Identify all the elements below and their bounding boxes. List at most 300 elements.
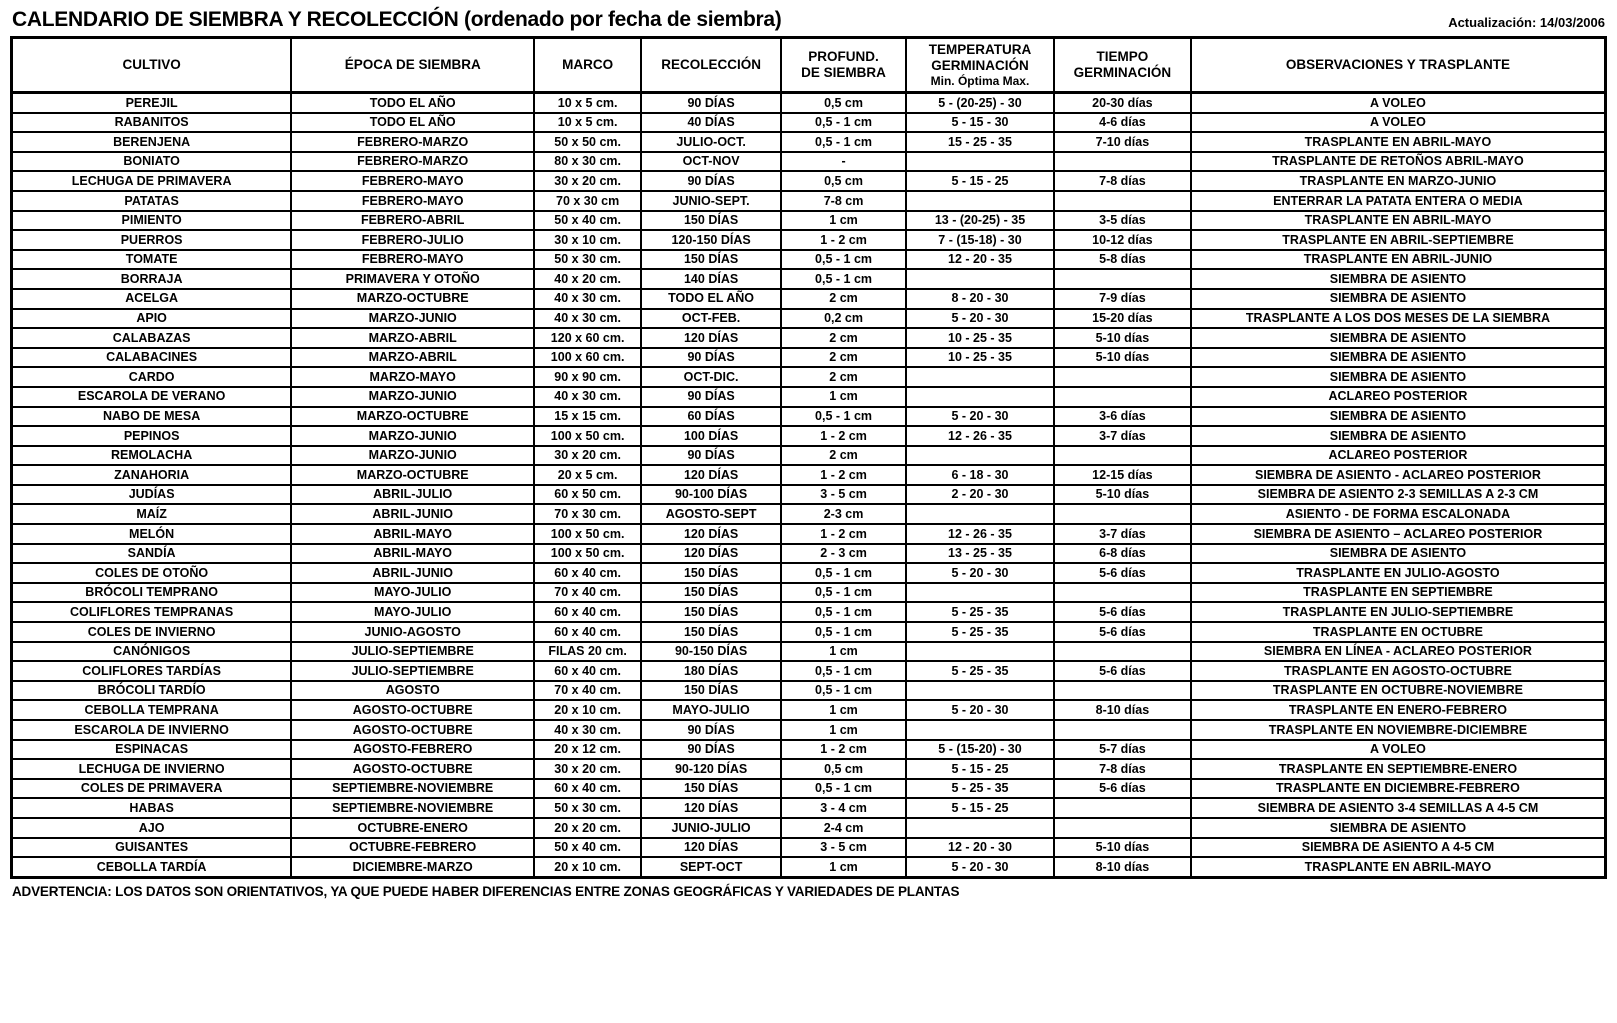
- cell-epoca-siembra: MARZO-JUNIO: [291, 426, 534, 446]
- title-row: [10, 6, 1607, 36]
- cell-epoca-siembra: MARZO-JUNIO: [291, 446, 534, 466]
- table-row: [12, 289, 1606, 309]
- cell-marco: 10 x 5 cm.: [534, 93, 641, 113]
- cell-temperatura-germinacion: [906, 367, 1054, 387]
- cell-temperatura-germinacion: [906, 720, 1054, 740]
- cell-marco: 40 x 30 cm.: [534, 309, 641, 329]
- cell-temperatura-germinacion: 5 - 15 - 30: [906, 113, 1054, 133]
- table-row: [12, 93, 1606, 113]
- cell-marco: 40 x 30 cm.: [534, 720, 641, 740]
- cell-marco: 60 x 40 cm.: [534, 563, 641, 583]
- cell-profundidad-siembra: 1 - 2 cm: [781, 740, 906, 760]
- cell-tiempo-germinacion: 5-10 días: [1054, 348, 1191, 368]
- table-row: [12, 563, 1606, 583]
- cell-observaciones-trasplante: TRASPLANTE EN SEPTIEMBRE-ENERO: [1191, 759, 1606, 779]
- cell-tiempo-germinacion: [1054, 798, 1191, 818]
- cell-observaciones-trasplante: TRASPLANTE EN ABRIL-SEPTIEMBRE: [1191, 230, 1606, 250]
- cell-profundidad-siembra: 0,5 - 1 cm: [781, 602, 906, 622]
- cell-marco: 50 x 30 cm.: [534, 798, 641, 818]
- sowing-calendar-table: [10, 36, 1607, 879]
- cell-cultivo: ACELGA: [12, 289, 292, 309]
- cell-tiempo-germinacion: 5-6 días: [1054, 779, 1191, 799]
- cell-cultivo: CANÓNIGOS: [12, 642, 292, 662]
- table-row: [12, 407, 1606, 427]
- cell-profundidad-siembra: 1 cm: [781, 211, 906, 231]
- cell-observaciones-trasplante: TRASPLANTE EN OCTUBRE: [1191, 622, 1606, 642]
- cell-epoca-siembra: FEBRERO-MARZO: [291, 152, 534, 172]
- cell-temperatura-germinacion: [906, 818, 1054, 838]
- cell-profundidad-siembra: -: [781, 152, 906, 172]
- cell-marco: 60 x 40 cm.: [534, 622, 641, 642]
- cell-recoleccion: TODO EL AÑO: [641, 289, 781, 309]
- cell-tiempo-germinacion: 5-8 días: [1054, 250, 1191, 270]
- cell-observaciones-trasplante: TRASPLANTE EN ABRIL-JUNIO: [1191, 250, 1606, 270]
- cell-epoca-siembra: SEPTIEMBRE-NOVIEMBRE: [291, 779, 534, 799]
- cell-profundidad-siembra: 3 - 5 cm: [781, 485, 906, 505]
- cell-tiempo-germinacion: 5-6 días: [1054, 563, 1191, 583]
- cell-observaciones-trasplante: SIEMBRA DE ASIENTO - ACLAREO POSTERIOR: [1191, 465, 1606, 485]
- header-cultivo-label: CULTIVO: [122, 57, 181, 73]
- cell-profundidad-siembra: 7-8 cm: [781, 191, 906, 211]
- table-row: [12, 504, 1606, 524]
- cell-epoca-siembra: PRIMAVERA Y OTOÑO: [291, 269, 534, 289]
- table-row: [12, 250, 1606, 270]
- cell-marco: 100 x 50 cm.: [534, 544, 641, 564]
- cell-temperatura-germinacion: 5 - 20 - 30: [906, 309, 1054, 329]
- cell-profundidad-siembra: 0,5 - 1 cm: [781, 681, 906, 701]
- cell-epoca-siembra: MARZO-JUNIO: [291, 309, 534, 329]
- cell-cultivo: COLES DE PRIMAVERA: [12, 779, 292, 799]
- cell-temperatura-germinacion: 5 - (20-25) - 30: [906, 93, 1054, 113]
- cell-recoleccion: SEPT-OCT: [641, 857, 781, 877]
- table-row: [12, 387, 1606, 407]
- cell-profundidad-siembra: 2 cm: [781, 446, 906, 466]
- cell-epoca-siembra: MARZO-MAYO: [291, 367, 534, 387]
- cell-profundidad-siembra: 1 - 2 cm: [781, 524, 906, 544]
- cell-observaciones-trasplante: SIEMBRA DE ASIENTO: [1191, 289, 1606, 309]
- cell-marco: 20 x 10 cm.: [534, 857, 641, 877]
- cell-profundidad-siembra: 1 cm: [781, 387, 906, 407]
- cell-observaciones-trasplante: TRASPLANTE EN OCTUBRE-NOVIEMBRE: [1191, 681, 1606, 701]
- cell-epoca-siembra: AGOSTO-FEBRERO: [291, 740, 534, 760]
- cell-marco: 90 x 90 cm.: [534, 367, 641, 387]
- cell-observaciones-trasplante: SIEMBRA DE ASIENTO: [1191, 426, 1606, 446]
- cell-cultivo: SANDÍA: [12, 544, 292, 564]
- cell-tiempo-germinacion: 7-8 días: [1054, 759, 1191, 779]
- table-row: [12, 171, 1606, 191]
- cell-temperatura-germinacion: 6 - 18 - 30: [906, 465, 1054, 485]
- cell-profundidad-siembra: 1 - 2 cm: [781, 426, 906, 446]
- cell-observaciones-trasplante: TRASPLANTE EN JULIO-SEPTIEMBRE: [1191, 602, 1606, 622]
- cell-profundidad-siembra: 1 cm: [781, 700, 906, 720]
- cell-temperatura-germinacion: [906, 446, 1054, 466]
- cell-marco: 50 x 50 cm.: [534, 132, 641, 152]
- cell-observaciones-trasplante: ASIENTO - DE FORMA ESCALONADA: [1191, 504, 1606, 524]
- cell-cultivo: HABAS: [12, 798, 292, 818]
- cell-recoleccion: 150 DÍAS: [641, 563, 781, 583]
- cell-temperatura-germinacion: 5 - 15 - 25: [906, 171, 1054, 191]
- table-row: [12, 485, 1606, 505]
- cell-tiempo-germinacion: 5-10 días: [1054, 838, 1191, 858]
- header-observaciones-label: OBSERVACIONES Y TRASPLANTE: [1285, 57, 1510, 73]
- cell-temperatura-germinacion: 5 - 25 - 35: [906, 661, 1054, 681]
- cell-recoleccion: 100 DÍAS: [641, 426, 781, 446]
- cell-recoleccion: JULIO-OCT.: [641, 132, 781, 152]
- cell-observaciones-trasplante: SIEMBRA DE ASIENTO: [1191, 269, 1606, 289]
- cell-recoleccion: 180 DÍAS: [641, 661, 781, 681]
- cell-temperatura-germinacion: 10 - 25 - 35: [906, 348, 1054, 368]
- cell-cultivo: JUDÍAS: [12, 485, 292, 505]
- cell-cultivo: LECHUGA DE PRIMAVERA: [12, 171, 292, 191]
- cell-observaciones-trasplante: A VOLEO: [1191, 93, 1606, 113]
- cell-observaciones-trasplante: TRASPLANTE EN DICIEMBRE-FEBRERO: [1191, 779, 1606, 799]
- header-row: [12, 38, 1606, 93]
- cell-temperatura-germinacion: 5 - 25 - 35: [906, 779, 1054, 799]
- cell-cultivo: COLES DE INVIERNO: [12, 622, 292, 642]
- header-tiempo-line2: GERMINACIÓN: [1073, 65, 1172, 80]
- cell-tiempo-germinacion: [1054, 446, 1191, 466]
- cell-epoca-siembra: TODO EL AÑO: [291, 113, 534, 133]
- table-row: [12, 642, 1606, 662]
- cell-cultivo: ESCAROLA DE INVIERNO: [12, 720, 292, 740]
- cell-marco: 70 x 30 cm.: [534, 504, 641, 524]
- cell-temperatura-germinacion: [906, 269, 1054, 289]
- last-updated-label: Actualización: 14/03/2006: [1448, 15, 1605, 30]
- cell-recoleccion: 90 DÍAS: [641, 348, 781, 368]
- cell-tiempo-germinacion: 5-7 días: [1054, 740, 1191, 760]
- cell-profundidad-siembra: 0,5 cm: [781, 93, 906, 113]
- cell-tiempo-germinacion: [1054, 720, 1191, 740]
- cell-profundidad-siembra: 1 cm: [781, 720, 906, 740]
- cell-observaciones-trasplante: TRASPLANTE DE RETOÑOS ABRIL-MAYO: [1191, 152, 1606, 172]
- table-header: [12, 38, 1606, 93]
- cell-cultivo: PATATAS: [12, 191, 292, 211]
- cell-tiempo-germinacion: [1054, 367, 1191, 387]
- table-row: [12, 857, 1606, 877]
- warning-note: ADVERTENCIA: LOS DATOS SON ORIENTATIVOS, YA QUE PUEDE HABER DIFERENCIAS ENTRE ZONAS GEOGRÁFICAS Y VARIEDADES DE PLANTAS: [12, 883, 960, 899]
- cell-profundidad-siembra: 0,5 - 1 cm: [781, 779, 906, 799]
- cell-tiempo-germinacion: [1054, 387, 1191, 407]
- cell-epoca-siembra: DICIEMBRE-MARZO: [291, 857, 534, 877]
- cell-epoca-siembra: FEBRERO-ABRIL: [291, 211, 534, 231]
- table-row: [12, 367, 1606, 387]
- cell-cultivo: APIO: [12, 309, 292, 329]
- cell-recoleccion: MAYO-JULIO: [641, 700, 781, 720]
- table-row: [12, 720, 1606, 740]
- cell-tiempo-germinacion: [1054, 504, 1191, 524]
- cell-marco: 50 x 40 cm.: [534, 838, 641, 858]
- cell-tiempo-germinacion: [1054, 818, 1191, 838]
- table-row: [12, 269, 1606, 289]
- cell-tiempo-germinacion: 8-10 días: [1054, 700, 1191, 720]
- cell-marco: 10 x 5 cm.: [534, 113, 641, 133]
- cell-cultivo: MELÓN: [12, 524, 292, 544]
- cell-marco: 40 x 30 cm.: [534, 387, 641, 407]
- cell-epoca-siembra: OCTUBRE-ENERO: [291, 818, 534, 838]
- cell-temperatura-germinacion: 8 - 20 - 30: [906, 289, 1054, 309]
- cell-epoca-siembra: MARZO-OCTUBRE: [291, 407, 534, 427]
- header-observaciones-trasplante: [1191, 38, 1606, 93]
- table-row: [12, 426, 1606, 446]
- table-body: [12, 93, 1606, 878]
- cell-epoca-siembra: FEBRERO-MAYO: [291, 171, 534, 191]
- cell-observaciones-trasplante: TRASPLANTE EN ABRIL-MAYO: [1191, 211, 1606, 231]
- cell-observaciones-trasplante: SIEMBRA DE ASIENTO: [1191, 328, 1606, 348]
- cell-temperatura-germinacion: [906, 387, 1054, 407]
- cell-temperatura-germinacion: 5 - 15 - 25: [906, 798, 1054, 818]
- cell-recoleccion: 90 DÍAS: [641, 446, 781, 466]
- cell-epoca-siembra: ABRIL-MAYO: [291, 544, 534, 564]
- cell-tiempo-germinacion: [1054, 152, 1191, 172]
- table-row: [12, 759, 1606, 779]
- cell-marco: 100 x 50 cm.: [534, 524, 641, 544]
- cell-epoca-siembra: FEBRERO-MAYO: [291, 250, 534, 270]
- cell-profundidad-siembra: 3 - 4 cm: [781, 798, 906, 818]
- table-row: [12, 583, 1606, 603]
- cell-cultivo: RABANITOS: [12, 113, 292, 133]
- table-row: [12, 740, 1606, 760]
- cell-epoca-siembra: TODO EL AÑO: [291, 93, 534, 113]
- cell-recoleccion: OCT-NOV: [641, 152, 781, 172]
- cell-epoca-siembra: JUNIO-AGOSTO: [291, 622, 534, 642]
- page-title: CALENDARIO DE SIEMBRA Y RECOLECCIÓN (ordenado por fecha de siembra): [12, 8, 782, 31]
- cell-profundidad-siembra: 0,5 - 1 cm: [781, 407, 906, 427]
- cell-epoca-siembra: AGOSTO: [291, 681, 534, 701]
- cell-tiempo-germinacion: 5-6 días: [1054, 602, 1191, 622]
- cell-cultivo: CARDO: [12, 367, 292, 387]
- cell-cultivo: BRÓCOLI TEMPRANO: [12, 583, 292, 603]
- cell-marco: 120 x 60 cm.: [534, 328, 641, 348]
- header-recoleccion: [641, 38, 781, 93]
- cell-temperatura-germinacion: 15 - 25 - 35: [906, 132, 1054, 152]
- table-row: [12, 779, 1606, 799]
- table-row: [12, 602, 1606, 622]
- cell-temperatura-germinacion: [906, 642, 1054, 662]
- cell-epoca-siembra: ABRIL-JULIO: [291, 485, 534, 505]
- cell-tiempo-germinacion: 15-20 días: [1054, 309, 1191, 329]
- cell-tiempo-germinacion: [1054, 681, 1191, 701]
- cell-observaciones-trasplante: SIEMBRA DE ASIENTO: [1191, 348, 1606, 368]
- header-tiempo-germinacion: [1054, 38, 1191, 93]
- cell-temperatura-germinacion: 13 - 25 - 35: [906, 544, 1054, 564]
- cell-recoleccion: OCT-FEB.: [641, 309, 781, 329]
- table-row: [12, 838, 1606, 858]
- cell-temperatura-germinacion: 5 - (15-20) - 30: [906, 740, 1054, 760]
- cell-tiempo-germinacion: [1054, 583, 1191, 603]
- cell-recoleccion: 40 DÍAS: [641, 113, 781, 133]
- cell-epoca-siembra: FEBRERO-MAYO: [291, 191, 534, 211]
- cell-observaciones-trasplante: ENTERRAR LA PATATA ENTERA O MEDIA: [1191, 191, 1606, 211]
- cell-observaciones-trasplante: SIEMBRA DE ASIENTO: [1191, 818, 1606, 838]
- cell-epoca-siembra: FEBRERO-MARZO: [291, 132, 534, 152]
- cell-marco: 60 x 40 cm.: [534, 602, 641, 622]
- cell-epoca-siembra: JULIO-SEPTIEMBRE: [291, 642, 534, 662]
- cell-observaciones-trasplante: ACLAREO POSTERIOR: [1191, 387, 1606, 407]
- cell-marco: 20 x 12 cm.: [534, 740, 641, 760]
- cell-tiempo-germinacion: 5-10 días: [1054, 328, 1191, 348]
- cell-observaciones-trasplante: ACLAREO POSTERIOR: [1191, 446, 1606, 466]
- table-row: [12, 309, 1606, 329]
- cell-observaciones-trasplante: SIEMBRA DE ASIENTO A 4-5 CM: [1191, 838, 1606, 858]
- cell-temperatura-germinacion: [906, 583, 1054, 603]
- cell-temperatura-germinacion: [906, 681, 1054, 701]
- cell-marco: 60 x 40 cm.: [534, 661, 641, 681]
- table-row: [12, 113, 1606, 133]
- cell-cultivo: COLES DE OTOÑO: [12, 563, 292, 583]
- cell-cultivo: LECHUGA DE INVIERNO: [12, 759, 292, 779]
- cell-recoleccion: 90 DÍAS: [641, 740, 781, 760]
- cell-epoca-siembra: MAYO-JULIO: [291, 583, 534, 603]
- cell-recoleccion: 90 DÍAS: [641, 93, 781, 113]
- cell-profundidad-siembra: 2-4 cm: [781, 818, 906, 838]
- cell-profundidad-siembra: 0,5 - 1 cm: [781, 113, 906, 133]
- cell-temperatura-germinacion: 5 - 25 - 35: [906, 602, 1054, 622]
- cell-marco: 15 x 15 cm.: [534, 407, 641, 427]
- cell-observaciones-trasplante: TRASPLANTE EN MARZO-JUNIO: [1191, 171, 1606, 191]
- cell-epoca-siembra: MARZO-ABRIL: [291, 348, 534, 368]
- cell-epoca-siembra: SEPTIEMBRE-NOVIEMBRE: [291, 798, 534, 818]
- table-row: [12, 152, 1606, 172]
- cell-recoleccion: 150 DÍAS: [641, 602, 781, 622]
- cell-tiempo-germinacion: 7-10 días: [1054, 132, 1191, 152]
- cell-tiempo-germinacion: [1054, 642, 1191, 662]
- cell-temperatura-germinacion: 5 - 15 - 25: [906, 759, 1054, 779]
- header-cultivo: [12, 38, 292, 93]
- cell-temperatura-germinacion: [906, 504, 1054, 524]
- cell-marco: 20 x 20 cm.: [534, 818, 641, 838]
- cell-epoca-siembra: JULIO-SEPTIEMBRE: [291, 661, 534, 681]
- cell-epoca-siembra: MARZO-JUNIO: [291, 387, 534, 407]
- cell-temperatura-germinacion: 12 - 20 - 35: [906, 250, 1054, 270]
- cell-temperatura-germinacion: 12 - 20 - 30: [906, 838, 1054, 858]
- cell-recoleccion: 120 DÍAS: [641, 798, 781, 818]
- cell-profundidad-siembra: 2 cm: [781, 348, 906, 368]
- cell-recoleccion: JUNIO-JULIO: [641, 818, 781, 838]
- cell-profundidad-siembra: 0,5 - 1 cm: [781, 563, 906, 583]
- cell-marco: 70 x 40 cm.: [534, 583, 641, 603]
- cell-profundidad-siembra: 0,5 - 1 cm: [781, 250, 906, 270]
- cell-profundidad-siembra: 0,5 - 1 cm: [781, 622, 906, 642]
- cell-observaciones-trasplante: SIEMBRA DE ASIENTO 2-3 SEMILLAS A 2-3 CM: [1191, 485, 1606, 505]
- cell-temperatura-germinacion: 5 - 25 - 35: [906, 622, 1054, 642]
- cell-recoleccion: 140 DÍAS: [641, 269, 781, 289]
- cell-tiempo-germinacion: 3-7 días: [1054, 426, 1191, 446]
- table-row: [12, 348, 1606, 368]
- cell-tiempo-germinacion: 7-8 días: [1054, 171, 1191, 191]
- cell-recoleccion: 150 DÍAS: [641, 779, 781, 799]
- cell-observaciones-trasplante: TRASPLANTE EN ABRIL-MAYO: [1191, 132, 1606, 152]
- table-row: [12, 818, 1606, 838]
- cell-temperatura-germinacion: 12 - 26 - 35: [906, 426, 1054, 446]
- cell-observaciones-trasplante: TRASPLANTE EN SEPTIEMBRE: [1191, 583, 1606, 603]
- cell-observaciones-trasplante: A VOLEO: [1191, 113, 1606, 133]
- cell-temperatura-germinacion: 10 - 25 - 35: [906, 328, 1054, 348]
- cell-marco: 20 x 10 cm.: [534, 700, 641, 720]
- cell-cultivo: CEBOLLA TEMPRANA: [12, 700, 292, 720]
- cell-profundidad-siembra: 2-3 cm: [781, 504, 906, 524]
- cell-recoleccion: 150 DÍAS: [641, 583, 781, 603]
- cell-marco: 30 x 20 cm.: [534, 446, 641, 466]
- cell-recoleccion: 120-150 DÍAS: [641, 230, 781, 250]
- cell-marco: 70 x 30 cm: [534, 191, 641, 211]
- cell-epoca-siembra: MARZO-ABRIL: [291, 328, 534, 348]
- cell-temperatura-germinacion: [906, 152, 1054, 172]
- cell-recoleccion: 150 DÍAS: [641, 211, 781, 231]
- header-temperatura-germinacion: [906, 38, 1054, 93]
- cell-observaciones-trasplante: SIEMBRA EN LÍNEA - ACLAREO POSTERIOR: [1191, 642, 1606, 662]
- cell-profundidad-siembra: 0,2 cm: [781, 309, 906, 329]
- cell-profundidad-siembra: 1 cm: [781, 642, 906, 662]
- cell-observaciones-trasplante: SIEMBRA DE ASIENTO: [1191, 407, 1606, 427]
- cell-observaciones-trasplante: SIEMBRA DE ASIENTO: [1191, 544, 1606, 564]
- cell-tiempo-germinacion: 8-10 días: [1054, 857, 1191, 877]
- cell-temperatura-germinacion: 7 - (15-18) - 30: [906, 230, 1054, 250]
- table-row: [12, 465, 1606, 485]
- cell-cultivo: PEREJIL: [12, 93, 292, 113]
- cell-cultivo: COLIFLORES TARDÍAS: [12, 661, 292, 681]
- cell-observaciones-trasplante: TRASPLANTE EN NOVIEMBRE-DICIEMBRE: [1191, 720, 1606, 740]
- cell-epoca-siembra: MAYO-JULIO: [291, 602, 534, 622]
- cell-marco: 100 x 60 cm.: [534, 348, 641, 368]
- cell-marco: 50 x 30 cm.: [534, 250, 641, 270]
- cell-marco: 20 x 5 cm.: [534, 465, 641, 485]
- cell-profundidad-siembra: 1 - 2 cm: [781, 465, 906, 485]
- cell-temperatura-germinacion: 5 - 20 - 30: [906, 563, 1054, 583]
- cell-observaciones-trasplante: TRASPLANTE EN ENERO-FEBRERO: [1191, 700, 1606, 720]
- cell-cultivo: REMOLACHA: [12, 446, 292, 466]
- cell-cultivo: BRÓCOLI TARDÍO: [12, 681, 292, 701]
- cell-cultivo: COLIFLORES TEMPRANAS: [12, 602, 292, 622]
- cell-profundidad-siembra: 2 cm: [781, 367, 906, 387]
- table-row: [12, 191, 1606, 211]
- cell-cultivo: ZANAHORIA: [12, 465, 292, 485]
- header-marco: [534, 38, 641, 93]
- cell-recoleccion: 90 DÍAS: [641, 720, 781, 740]
- cell-cultivo: TOMATE: [12, 250, 292, 270]
- cell-temperatura-germinacion: 5 - 20 - 30: [906, 407, 1054, 427]
- cell-tiempo-germinacion: 5-6 días: [1054, 661, 1191, 681]
- cell-recoleccion: JUNIO-SEPT.: [641, 191, 781, 211]
- cell-marco: 60 x 50 cm.: [534, 485, 641, 505]
- header-profund-line1: PROFUND.: [808, 49, 879, 65]
- table-row: [12, 132, 1606, 152]
- cell-epoca-siembra: AGOSTO-OCTUBRE: [291, 759, 534, 779]
- cell-recoleccion: 120 DÍAS: [641, 544, 781, 564]
- header-profundidad-siembra: [781, 38, 906, 93]
- cell-profundidad-siembra: 0,5 - 1 cm: [781, 583, 906, 603]
- cell-tiempo-germinacion: [1054, 191, 1191, 211]
- cell-recoleccion: 120 DÍAS: [641, 328, 781, 348]
- cell-cultivo: ESPINACAS: [12, 740, 292, 760]
- table-row: [12, 328, 1606, 348]
- cell-cultivo: PIMIENTO: [12, 211, 292, 231]
- table-row: [12, 622, 1606, 642]
- cell-temperatura-germinacion: 5 - 20 - 30: [906, 857, 1054, 877]
- table-row: [12, 700, 1606, 720]
- cell-profundidad-siembra: 1 cm: [781, 857, 906, 877]
- cell-epoca-siembra: MARZO-OCTUBRE: [291, 289, 534, 309]
- cell-observaciones-trasplante: TRASPLANTE EN ABRIL-MAYO: [1191, 857, 1606, 877]
- cell-cultivo: BORRAJA: [12, 269, 292, 289]
- cell-tiempo-germinacion: 4-6 días: [1054, 113, 1191, 133]
- header-temp-line2: GERMINACIÓN: [931, 57, 1029, 73]
- table-row: [12, 524, 1606, 544]
- header-tiempo-line1: TIEMPO: [1096, 49, 1149, 65]
- cell-marco: FILAS 20 cm.: [534, 642, 641, 662]
- cell-temperatura-germinacion: 2 - 20 - 30: [906, 485, 1054, 505]
- cell-cultivo: PEPINOS: [12, 426, 292, 446]
- cell-observaciones-trasplante: TRASPLANTE EN JULIO-AGOSTO: [1191, 563, 1606, 583]
